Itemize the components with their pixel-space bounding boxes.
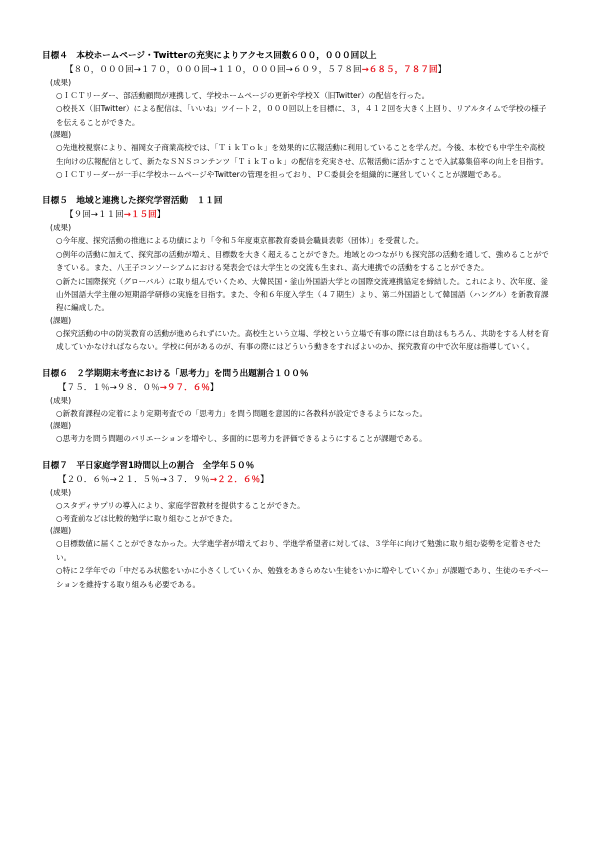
goal-7-heading: 目標７ 平日家庭学習1時間以上の割合 全学年５０％ bbox=[42, 460, 255, 471]
goal-7-result-1: ○スタディサプリの導入により、家庭学習教材を提供することができた。 bbox=[56, 500, 305, 510]
goal-5-values bbox=[42, 208, 555, 222]
goal-4-values bbox=[42, 63, 555, 77]
goal-4-issues-label: (課題) bbox=[50, 130, 72, 140]
goal-4-issue-1: ○先進校視察により、福岡女子商業高校では、「ＴｉｋＴｏｋ」を効果的に広報活動に利用していることを学んだ。今後、本校でも中学生や高校生向けの広報配信として、新たなＳＮＳコンテンツ「ＴｉｋＴｏｋ」の配信を充実させ、広報活動に活かすことで入試募集倍率の向上を目指す。 bbox=[56, 143, 549, 166]
goal-7-issues-label: (課題) bbox=[50, 526, 72, 536]
goal-5-values-close: 】 bbox=[156, 210, 166, 221]
goal-6-values-current: →９７．６％ bbox=[159, 382, 210, 393]
goal-4-result-1: ○ＩＣＴリーダー、部活動顧問が連携して、学校ホームページの更新や学校Ｘ（旧Twitter）の配信を行った。 bbox=[56, 91, 430, 100]
goal-6-values-history: 【７５．１％→９８．０％ bbox=[58, 382, 160, 393]
goal-6-values bbox=[42, 381, 555, 395]
goal-6-values-close: 】 bbox=[209, 382, 219, 393]
goal-5-issue-1: ○探究活動の中の防災教育の活動が進められずにいた。高校生という立場、学校という立場で有事の際には自助はもちろん、共助をする人材を育成していかなければならない。学校に何があるのが、有事の際にはどういう動きをすればよいのか、探究教育の中で次年度は指導していく。 bbox=[56, 328, 550, 352]
goal-5-result-3: ○新たに国際探究（グローバル）に取り組んでいくため、大韓民国・釜山外国語大学との国際交流連携協定を締結した。これにより、次年度、釜山外国語大学主催の短期語学研修の実施を目指す。また、令和６年度入学生（４７期生）より、第二外国語として韓国語（ハングル）を新教育課程に編成した。 bbox=[56, 276, 549, 313]
goal-7-values-history: 【２０．６％→２１．５％→３７．９％ bbox=[58, 474, 210, 485]
goal-6-heading: 目標６ ２学期期末考査における「思考力」を問う出題割合１００％ bbox=[42, 368, 309, 379]
goal-5-result-1: ○今年度、探究活動の推進による功績により「令和５年度東京都教育委員会職員表彰（団体）」を受賞した。 bbox=[56, 236, 424, 246]
goal-7-results-label: (成果) bbox=[50, 487, 72, 497]
goal-4-values-history: 【８０，０００回→１７０，０００回→１１０，０００回→６０９，５７８回 bbox=[65, 65, 362, 75]
goal-7-values bbox=[42, 473, 555, 487]
goal-6-result-1: ○新教育課程の定着により定期考査での「思考力」を問う問題を意図的に各教科が設定できるようになった。 bbox=[56, 408, 428, 418]
goal-6-issue-1: ○思考力を問う問題のバリエーションを増やし、多面的に思考力を評価できるようにすることが課題である。 bbox=[56, 434, 427, 444]
goal-5-section bbox=[42, 195, 555, 353]
goal-6-section bbox=[42, 368, 555, 446]
goal-5-results-label: (成果) bbox=[50, 223, 72, 233]
goal-7-issue-1: ○目標数値に届くことができなかった。大学進学者が増えており、学進学希望者に対しては、３学年に向けて勉強に取り組む姿勢を定着させたい。 bbox=[56, 539, 542, 562]
goal-6-results-label: (成果) bbox=[50, 395, 72, 405]
goal-4-issue-2: ○ＩＣＴリーダーが一手に学校ホームページやTwitterの管理を担っており、ＰＣ委員会を組織的に運営していくことが課題である。 bbox=[56, 170, 506, 180]
goal-7-values-current: →２２．６％ bbox=[209, 474, 261, 485]
goal-4-result-2: ○校長Ｘ（旧Twitter）による配信は、「いいね」ツイート２，０００回以上を目標に、３，４１２回を大きく上回り、リアルタイムで学校の様子を伝えることができた。 bbox=[56, 104, 547, 127]
goal-4-section bbox=[42, 50, 555, 181]
goal-7-section bbox=[42, 460, 555, 591]
goal-5-issues-label: (課題) bbox=[50, 315, 72, 325]
goal-4-heading: 目標４ 本校ホームページ・Twitterの充実によりアクセス回数６００，０００回以上 bbox=[42, 51, 377, 61]
goal-4-values-current: →６８５，７８７回 bbox=[361, 65, 438, 75]
goal-4-values-close: 】 bbox=[437, 65, 447, 75]
goal-7-values-close: 】 bbox=[260, 474, 269, 485]
goal-5-values-current: →１５回 bbox=[123, 210, 157, 221]
goal-6-issues-label: (課題) bbox=[50, 421, 72, 431]
goal-7-issue-2: ○特に２学年での「中だるみ状態をいかに小さくしていくか、勉強をあきらめない生徒をいかに増やしていくか」が課題であり、生徒のモチベーションを維持する取り組みも必要である。 bbox=[56, 566, 549, 589]
goal-5-result-2: ○例年の活動に加えて、探究部の活動が増え、目標数を大きく超えることができた。地域とのつながりも探究部の活動を通して、強めることができている。また、八王子コンソーシアムにおける発表会では大学生との交流も生まれ、高大連携での活動をすることができた。 bbox=[56, 249, 549, 273]
goal-4-results-label: (成果) bbox=[50, 78, 72, 87]
goal-5-heading: 目標５ 地域と連携した探究学習活動 １１回 bbox=[42, 196, 223, 207]
goal-7-result-2: ○考査前などは比較的勉学に取り組むことができた。 bbox=[56, 513, 238, 523]
goal-5-values-history: 【９回→１１回 bbox=[65, 210, 124, 221]
